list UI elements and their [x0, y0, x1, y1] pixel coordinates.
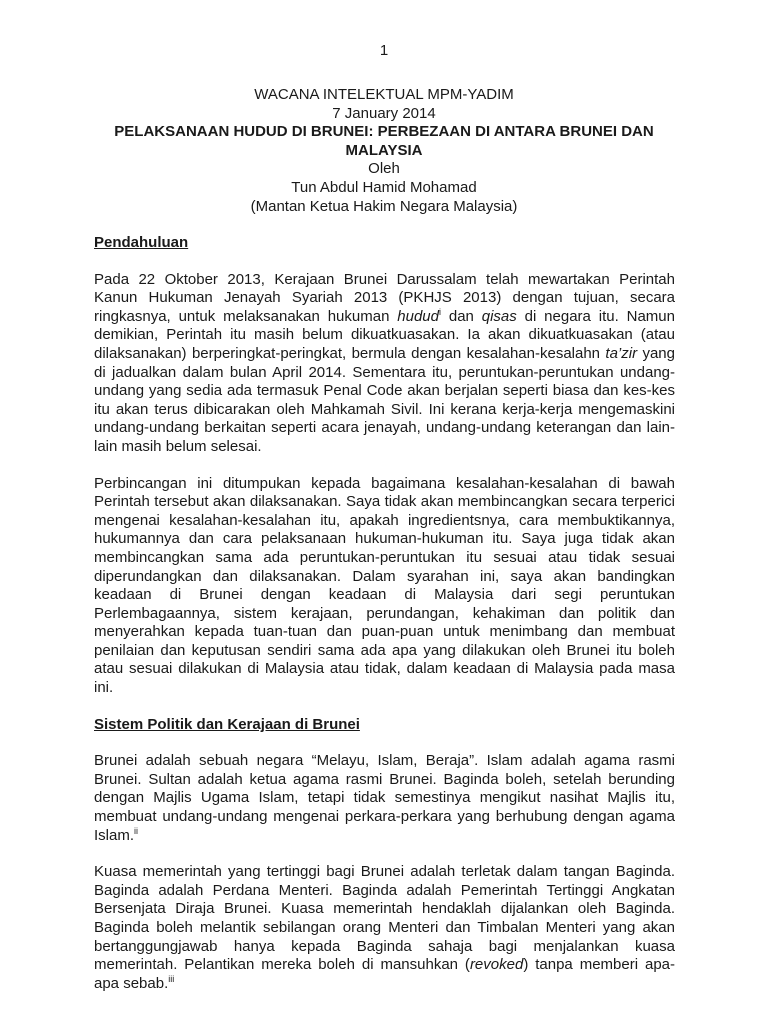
footnote-marker[interactable]: iii: [168, 973, 175, 984]
section-heading-politics: Sistem Politik dan Kerajaan di Brunei: [94, 715, 360, 733]
paragraph-intro-1: [94, 271, 675, 457]
event-date: 7 January 2014: [332, 104, 436, 122]
text-run: ) tanpa memberi apa-apa sebab.: [94, 956, 675, 992]
event-name: WACANA INTELEKTUAL MPM-YADIM: [254, 86, 514, 103]
document-header: [94, 86, 674, 216]
text-run: Brunei adalah sebuah negara “Melayu, Islam, Beraja”. Islam adalah agama rasmi Brunei. Sultan adalah ketua agama rasmi Brunei. Baginda boleh, setelah berunding dengan Majlis Ugama Islam, tetapi tidak semestinya mengikut nasihat Majlis itu, membuat undang-undang mengenai perkara-perkara yang berhubung dengan agama Islam.: [94, 752, 675, 844]
document-body: [94, 234, 675, 1011]
text-run: Kuasa memerintah yang tertinggi bagi Brunei adalah terletak dalam tangan Baginda. Baginda adalah Perdana Menteri. Baginda adalah Pemerintah Tertinggi Angkatan Bersenjata Diraja Brunei. Kuasa memerintah hendaklah dijalankan oleh Baginda. Baginda boleh melantik sebilangan orang Menteri dan Timbalan Menteri yang akan bertanggungjawab hanya kepada Baginda sahaja bagi menjalankan kuasa memerintah. Pelantikan mereka boleh di mansuhkan (: [94, 863, 675, 974]
text-run: dan: [441, 307, 482, 325]
text-run: Pada 22 Oktober 2013, Kerajaan Brunei Darussalam telah mewartakan Perintah Kanun Hukuman Jenayah Syariah 2013 (PKHJS 2013) dengan tujuan, secara ringkasnya, untuk melaksanakan hukuman: [94, 270, 675, 325]
term-qisas: qisas: [481, 307, 517, 325]
term-hudud: hudud: [397, 307, 439, 325]
author-name: Tun Abdul Hamid Mohamad: [291, 178, 477, 196]
author-role: (Mantan Ketua Hakim Negara Malaysia): [250, 197, 518, 215]
text-run: di negara itu. Namun demikian, Perintah itu masih belum dikuatkuasakan. Ia akan dikuatkuasakan (atau dilaksanakan) berperingkat-peringkat, bermula dengan kesalahan-kesalahn: [94, 307, 675, 362]
footnote-marker[interactable]: i: [439, 306, 441, 317]
paragraph-politics-1: [94, 752, 675, 845]
byline-label: Oleh: [368, 160, 400, 178]
term-tazir: ta’zir: [605, 344, 638, 362]
page-number: 1: [379, 42, 389, 59]
term-revoked: revoked: [469, 956, 524, 974]
paragraph-politics-2: [94, 863, 675, 993]
footnote-marker[interactable]: ii: [134, 825, 139, 836]
document-title: PELAKSANAAN HUDUD DI BRUNEI: PERBEZAAN DI ANTARA BRUNEI DAN MALAYSIA: [114, 123, 654, 159]
paragraph-intro-2: Perbincangan ini ditumpukan kepada bagaimana kesalahan-kesalahan di bawah Perintah tersebut akan dilaksanakan. Saya tidak akan membincangkan secara terperici mengenai kesalahan-kesalahan itu, apakah ingredientsnya, cara membuktikannya, hukumannya dan cara pelaksanaan hukuman-hukuman itu. Saya juga tidak akan membincangkan sama ada peruntukan-peruntukan itu sesuai atau tidak sesuai diperundangkan dan dilaksanakan. Dalam syarahan ini, saya akan bandingkan keadaan di Brunei dengan keadaan di Malaysia dari segi peruntukan Perlembagaannya, sistem kerajaan, perundangan, kehakiman dan politik dan menyerahkan kepada tuan-tuan dan puan-puan untuk menimbang dan membuat penilaian dan keputusan sendiri sama ada apa yang dilakukan oleh Brunei itu boleh atau sesuai dilakukan di Malaysia atau tidak, dalam keadaan di Malaysia pada masa ini.: [94, 474, 675, 697]
section-heading-intro: Pendahuluan: [94, 234, 189, 251]
text-run: yang di jadualkan dalam bulan April 2014. Sementara itu, peruntukan-peruntukan undang-undang yang sedia ada termasuk Penal Code akan berjalan seperti biasa dan kes-kes itu akan terus dibicarakan oleh Mahkamah Sivil. Ini kerana kerja-kerja mengemaskini undang-undang berkaitan seperti acara jenayah, undang-undang keterangan dan lain-lain masih belum selesai.: [94, 344, 675, 455]
